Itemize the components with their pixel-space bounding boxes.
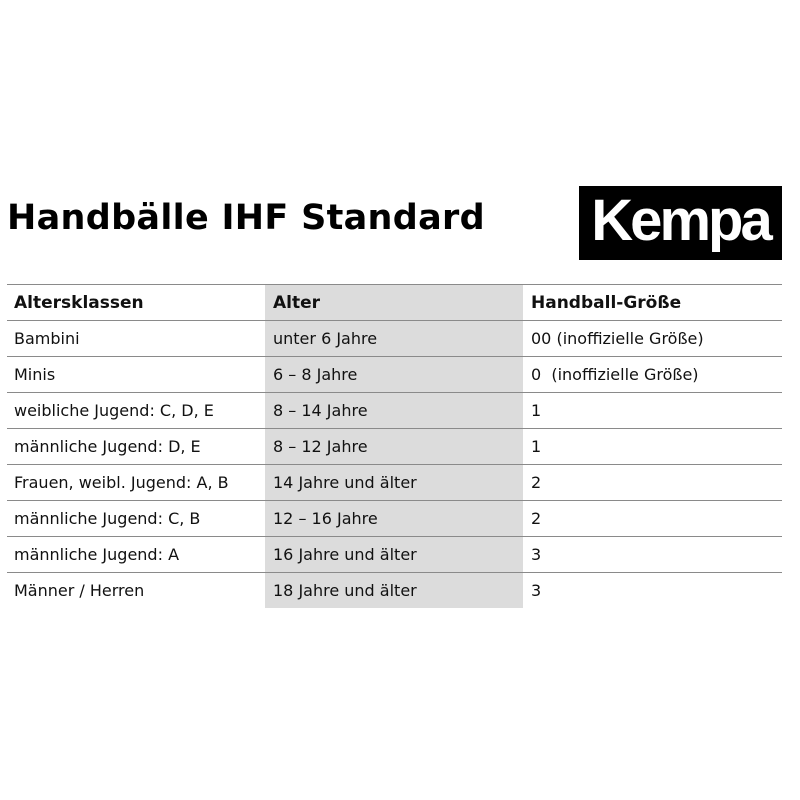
cell-alter: 14 Jahre und älter <box>265 465 523 500</box>
table-row <box>7 537 782 573</box>
cell-groesse: 2 <box>531 509 542 528</box>
cell-groesse: 3 <box>531 581 542 600</box>
table-row <box>7 321 782 357</box>
cell-altersklasse: Männer / Herren <box>14 581 145 600</box>
page-title: Handbälle IHF Standard <box>7 198 485 238</box>
cell-alter: 6 – 8 Jahre <box>265 357 523 392</box>
cell-altersklasse: Minis <box>14 365 56 384</box>
table-header-row <box>7 285 782 321</box>
cell-alter: 18 Jahre und älter <box>265 573 523 608</box>
cell-alter: 16 Jahre und älter <box>265 537 523 572</box>
cell-altersklasse: Frauen, weibl. Jugend: A, B <box>14 473 229 492</box>
cell-groesse: 1 <box>531 401 542 420</box>
cell-groesse: 00 (inoffizielle Größe) <box>531 329 704 348</box>
table-row <box>7 465 782 501</box>
header-alter: Alter <box>265 285 523 320</box>
kempa-logo <box>579 186 782 260</box>
cell-altersklasse: männliche Jugend: D, E <box>14 437 201 456</box>
cell-groesse: 1 <box>531 437 542 456</box>
cell-altersklasse: männliche Jugend: A <box>14 545 180 564</box>
table-row <box>7 429 782 465</box>
table-row <box>7 393 782 429</box>
cell-groesse: 2 <box>531 473 542 492</box>
header-handball-groesse: Handball-Größe <box>531 292 682 313</box>
cell-altersklasse: weibliche Jugend: C, D, E <box>14 401 214 420</box>
table-row <box>7 573 782 608</box>
cell-groesse: 3 <box>531 545 542 564</box>
cell-alter: 8 – 12 Jahre <box>265 429 523 464</box>
cell-altersklasse: männliche Jugend: C, B <box>14 509 201 528</box>
cell-altersklasse: Bambini <box>14 329 80 348</box>
table-row <box>7 501 782 537</box>
table-row <box>7 357 782 393</box>
cell-alter: unter 6 Jahre <box>265 321 523 356</box>
cell-alter: 8 – 14 Jahre <box>265 393 523 428</box>
logo-text: Kempa <box>591 188 770 253</box>
cell-alter: 12 – 16 Jahre <box>265 501 523 536</box>
size-table <box>7 284 782 608</box>
header-altersklassen: Altersklassen <box>14 292 144 313</box>
cell-groesse: 0 (inoffizielle Größe) <box>531 365 699 384</box>
